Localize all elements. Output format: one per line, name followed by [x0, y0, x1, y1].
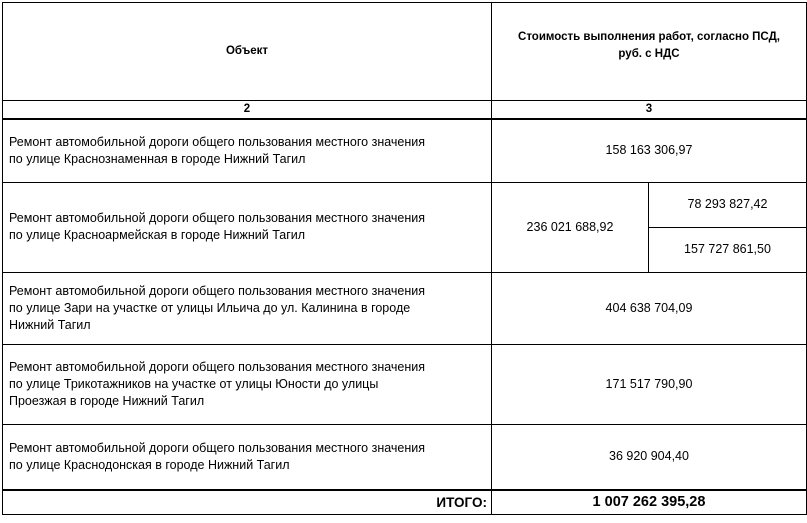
- object-line: Проезжая в городе Нижний Тагил: [9, 393, 205, 408]
- header-object: Объект: [3, 3, 492, 101]
- cost-subvalue: 78 293 827,42: [649, 182, 807, 227]
- header-cost-line2: руб. с НДС: [618, 48, 680, 60]
- object-line: Ремонт автомобильной дороги общего пользования местного значения: [9, 440, 426, 455]
- cost-value: 236 021 688,92: [492, 182, 649, 272]
- object-cell: [3, 182, 492, 272]
- header-row: [3, 3, 807, 101]
- object-cell: [3, 272, 492, 344]
- object-cell: [3, 424, 492, 490]
- total-value: 1 007 262 395,28: [492, 490, 807, 514]
- object-line: по улице Зари на участке от улицы Ильича до ул. Калинина в городе: [9, 300, 411, 315]
- object-line: по улице Трикотажников на участке от улицы Юности до улицы: [9, 376, 379, 391]
- object-cell: [3, 119, 492, 182]
- cost-table: [2, 2, 807, 515]
- header-cost-line1: Стоимость выполнения работ, согласно ПСД,: [518, 31, 780, 43]
- cost-value: 171 517 790,90: [492, 344, 807, 424]
- object-line: по улице Краснодонская в городе Нижний Тагил: [9, 457, 290, 472]
- cost-subvalue: 157 727 861,50: [649, 227, 807, 272]
- object-line: по улице Краснознаменная в городе Нижний Тагил: [9, 151, 306, 166]
- total-row: [3, 490, 807, 514]
- cost-value: 404 638 704,09: [492, 272, 807, 344]
- table-row: [3, 344, 807, 424]
- object-line: Ремонт автомобильной дороги общего пользования местного значения: [9, 134, 426, 149]
- object-line: Нижний Тагил: [9, 317, 91, 332]
- object-line: Ремонт автомобильной дороги общего пользования местного значения: [9, 283, 426, 298]
- object-line: по улице Красноармейская в городе Нижний Тагил: [9, 228, 306, 242]
- table-row: [3, 272, 807, 344]
- col-number-2: 2: [3, 101, 492, 120]
- table-row: [3, 182, 807, 227]
- object-line: Ремонт автомобильной дороги общего пользования местного значения: [9, 359, 426, 374]
- header-cost: [492, 3, 807, 101]
- total-label: ИТОГО:: [3, 490, 492, 514]
- object-line: Ремонт автомобильной дороги общего пользования местного значения: [9, 211, 426, 225]
- table-row: [3, 424, 807, 490]
- cost-value: 36 920 904,40: [492, 424, 807, 490]
- table-row: [3, 119, 807, 182]
- cost-value: 158 163 306,97: [492, 119, 807, 182]
- object-cell: [3, 344, 492, 424]
- col-number-3: 3: [492, 101, 807, 120]
- column-number-row: [3, 101, 807, 120]
